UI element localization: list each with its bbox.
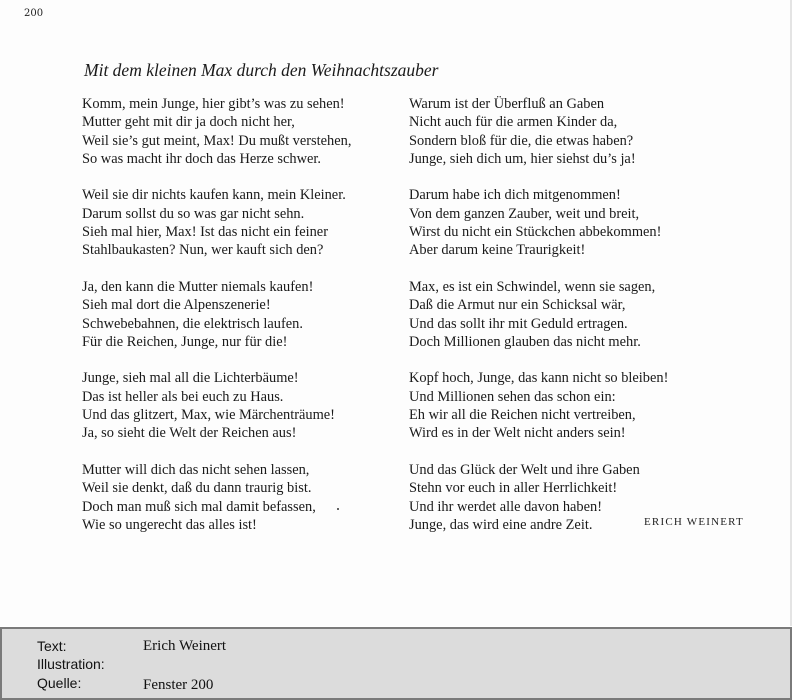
illustration-label: Illustration: xyxy=(37,656,105,672)
source-value: Fenster 200 xyxy=(143,677,214,693)
poem-line: Ja, so sieht die Welt der Reichen aus! xyxy=(82,425,297,442)
poem-line: Mutter will dich das nicht sehen lassen, xyxy=(82,461,310,478)
poem-line: Weil sie dir nichts kaufen kann, mein Kleiner. xyxy=(82,187,346,204)
poem-line: Eh wir all die Reichen nicht vertreiben, xyxy=(409,407,636,424)
text-value: Erich Weinert xyxy=(143,638,227,654)
poem-line: Und das glitzert, Max, wie Märchenträume! xyxy=(82,407,335,424)
poem-title: Mit dem kleinen Max durch den Weihnachtszauber xyxy=(84,60,439,80)
text-label: Text: xyxy=(37,638,67,654)
stanza xyxy=(82,278,392,351)
stanza xyxy=(409,95,749,168)
metadata-panel xyxy=(0,627,792,700)
poem-line: Daß die Armut nur ein Schicksal wär, xyxy=(409,297,626,314)
poem-line: Junge, sieh dich um, hier siehst du’s ja! xyxy=(409,150,636,167)
stanza xyxy=(82,95,392,168)
stanza xyxy=(409,186,749,259)
poem-line: Weil sie denkt, daß du dann traurig bist. xyxy=(82,480,312,497)
print-speck xyxy=(337,508,339,510)
poem-line: Und Millionen sehen das schon ein: xyxy=(409,388,616,405)
stanza xyxy=(82,461,392,534)
poem-line: Und das sollt ihr mit Geduld ertragen. xyxy=(409,315,628,332)
poem-line: Nicht auch für die armen Kinder da, xyxy=(409,114,618,131)
poem-line: Doch Millionen glauben das nicht mehr. xyxy=(409,333,641,350)
poem-line: Stahlbaukasten? Nun, wer kauft sich den? xyxy=(82,242,324,259)
poem-line: Sondern bloß für die, die etwas haben? xyxy=(409,132,634,149)
stanza xyxy=(409,369,749,442)
poem-line: Sieh mal hier, Max! Ist das nicht ein feiner xyxy=(82,224,328,241)
poem-line: Kopf hoch, Junge, das kann nicht so bleiben! xyxy=(409,370,669,387)
poem-line: Junge, sieh mal all die Lichterbäume! xyxy=(82,370,299,387)
poem-line: Mutter geht mit dir ja doch nicht her, xyxy=(82,114,295,131)
poem-line: Aber darum keine Traurigkeit! xyxy=(409,242,586,259)
poem-line: Darum sollst du so was gar nicht sehn. xyxy=(82,205,305,222)
poem-line: Weil sie’s gut meint, Max! Du mußt verstehen, xyxy=(82,132,352,149)
poem-line: Komm, mein Junge, hier gibt’s was zu sehen! xyxy=(82,96,345,112)
stanza xyxy=(82,186,392,259)
stanza xyxy=(409,278,749,351)
poem-line: Und das Glück der Welt und ihre Gaben xyxy=(409,461,640,478)
author-signature: ERICH WEINERT xyxy=(644,516,744,528)
poem-line: Wie so ungerecht das alles ist! xyxy=(82,516,257,533)
poem-line: Stehn vor euch in aller Herrlichkeit! xyxy=(409,480,618,497)
poem-line: Wird es in der Welt nicht anders sein! xyxy=(409,425,626,442)
poem-line: Das ist heller als bei euch zu Haus. xyxy=(82,388,284,405)
poem-line: Von dem ganzen Zauber, weit und breit, xyxy=(409,205,640,222)
poem-line: Darum habe ich dich mitgenommen! xyxy=(409,187,621,204)
info-row-text xyxy=(2,638,790,658)
poem-line: Sieh mal dort die Alpenszenerie! xyxy=(82,297,271,314)
poem-line: Warum ist der Überfluß an Gaben xyxy=(409,96,605,112)
poem-line: Doch man muß sich mal damit befassen, xyxy=(82,498,316,515)
poem-line: Ja, den kann die Mutter niemals kaufen! xyxy=(82,278,314,295)
poem-line: Und ihr werdet alle davon haben! xyxy=(409,498,603,515)
poem-line: Junge, das wird eine andre Zeit. xyxy=(409,516,593,533)
info-row-illustration xyxy=(2,656,790,676)
stanza xyxy=(82,369,392,442)
poem-column-left xyxy=(82,95,392,552)
poem-line: Max, es ist ein Schwindel, wenn sie sagen, xyxy=(409,278,656,295)
poem-line: Schwebebahnen, die elektrisch laufen. xyxy=(82,315,303,332)
poem-column-right xyxy=(409,95,749,552)
poem-line: Wirst du nicht ein Stückchen abbekommen! xyxy=(409,224,662,241)
source-label: Quelle: xyxy=(37,675,82,691)
page-number: 200 xyxy=(24,8,44,19)
info-row-source xyxy=(2,675,790,695)
poem-line: Für die Reichen, Junge, nur für die! xyxy=(82,333,288,350)
poem-line: So was macht ihr doch das Herze schwer. xyxy=(82,150,321,167)
